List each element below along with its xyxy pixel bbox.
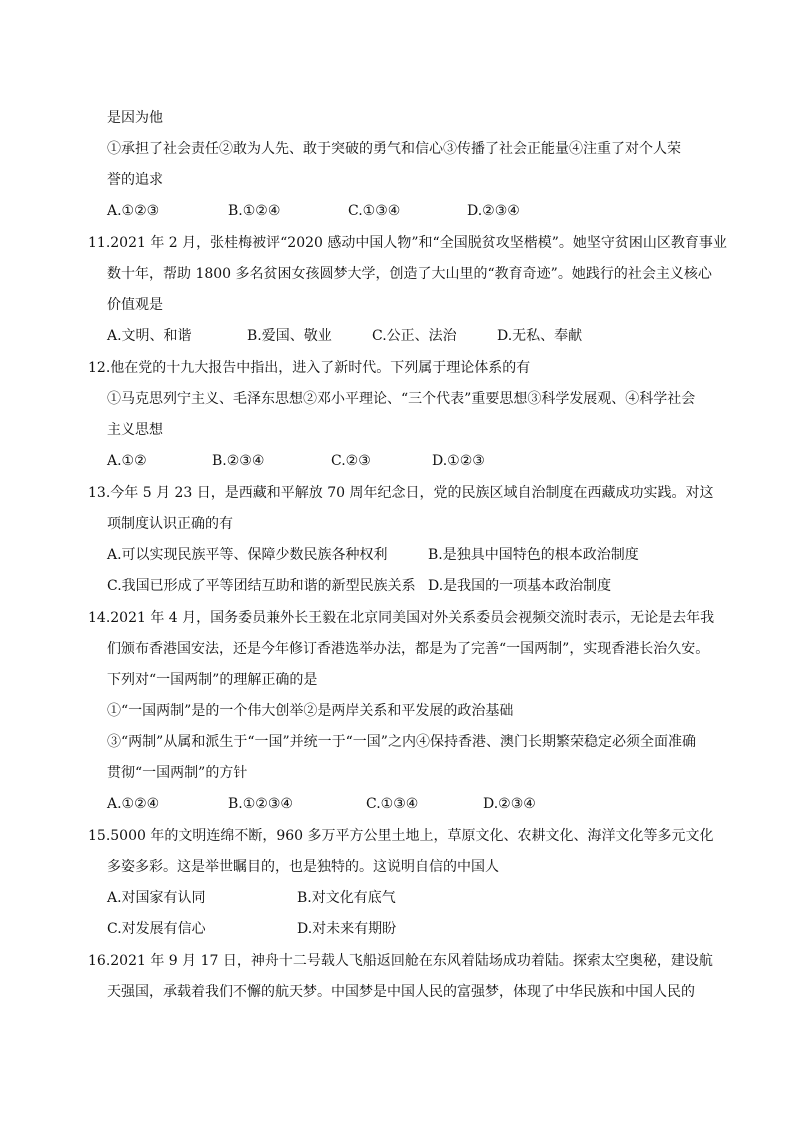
- q15-stem-line-1: 15.5000 年的文明连绵不断，960 多万平方公里土地上，草原文化、农耕文化、海洋文化等多元文化: [88, 828, 714, 844]
- q13-option-a[interactable]: A.可以实现民族平等、保障少数民族各种权利: [107, 547, 388, 563]
- q14-option-c[interactable]: C.①③④: [366, 796, 419, 812]
- q12-statement-line-1: ①马克思列宁主义、毛泽东思想②邓小平理论、“三个代表”重要思想③科学发展观、④科学社会: [107, 391, 696, 407]
- q16-stem-line-1: 16.2021 年 9 月 17 日，神舟十二号载人飞船返回舱在东风着陆场成功着陆。探索太空奥秘，建设航: [88, 953, 713, 969]
- q13-option-c[interactable]: C.我国已形成了平等团结互助和谐的新型民族关系: [107, 578, 416, 594]
- q15-option-a[interactable]: A.对国家有认同: [107, 890, 206, 906]
- q12-option-d[interactable]: D.①②③: [432, 453, 485, 469]
- q12-options: [107, 451, 707, 471]
- q15-stem-line-2: 多姿多彩。这是举世瞩目的，也是独特的。这说明自信的中国人: [107, 859, 499, 875]
- q10-option-d[interactable]: D.②③④: [467, 203, 520, 219]
- q12-option-a[interactable]: A.①②: [107, 453, 147, 469]
- q14-statement-line-3: 贯彻“一国两制”的方针: [107, 765, 248, 781]
- q11-stem-line-2: 数十年，帮助 1800 多名贫困女孩圆梦大学，创造了大山里的“教育奇迹”。她践行的社会主义核心: [107, 266, 712, 282]
- q10-options: [107, 201, 707, 221]
- q14-option-d[interactable]: D.②③④: [483, 796, 536, 812]
- q11-option-b[interactable]: B.爱国、敬业: [247, 328, 332, 344]
- q10-stem-tail: 是因为他: [107, 110, 163, 126]
- q13-option-b[interactable]: B.是独具中国特色的根本政治制度: [428, 547, 639, 563]
- q15-option-c[interactable]: C.对发展有信心: [107, 921, 206, 937]
- q11-options: [107, 326, 707, 346]
- q15-options-row-1: [107, 888, 707, 908]
- q11-option-c[interactable]: C.公正、法治: [372, 328, 457, 344]
- q11-option-d[interactable]: D.无私、奉献: [497, 328, 583, 344]
- q12-option-c[interactable]: C.②③: [331, 453, 371, 469]
- q14-statement-line-2: ③“两制”从属和派生于“一国”并统一于“一国”之内④保持香港、澳门长期繁荣稳定必须全面准确: [107, 734, 696, 750]
- q14-option-b[interactable]: B.①②③④: [228, 796, 293, 812]
- q14-stem-line-2: 们颁布香港国安法，还是今年修订香港选举办法，都是为了完善“一国两制”，实现香港长治久安。: [107, 641, 710, 657]
- q13-option-d[interactable]: D.是我国的一项基本政治制度: [428, 578, 612, 594]
- q10-statement-line-1: ①承担了社会责任②敢为人先、敢于突破的勇气和信心③传播了社会正能量④注重了对个人荣: [107, 141, 681, 157]
- q15-option-d[interactable]: D.对未来有期盼: [297, 921, 397, 937]
- q14-statement-line-1: ①“一国两制”是的一个伟大创举②是两岸关系和平发展的政治基础: [107, 703, 514, 719]
- q12-statement-line-2: 主义思想: [107, 422, 163, 438]
- q13-stem-line-1: 13.今年 5 月 23 日，是西藏和平解放 70 周年纪念日，党的民族区域自治制度在西藏成功实践。对这: [88, 485, 714, 501]
- q15-option-b[interactable]: B.对文化有底气: [297, 890, 396, 906]
- q13-stem-line-2: 项制度认识正确的有: [107, 516, 233, 532]
- q11-stem-line-3: 价值观是: [107, 297, 163, 313]
- q10-option-a[interactable]: A.①②③: [107, 203, 160, 219]
- q13-options-row-2: [107, 576, 707, 596]
- q13-options-row-1: [107, 545, 707, 565]
- q11-option-a[interactable]: A.文明、和谐: [107, 328, 192, 344]
- q16-stem-line-2: 天强国，承载着我们不懈的航天梦。中国梦是中国人民的富强梦，体现了中华民族和中国人民的: [107, 984, 695, 1000]
- q10-option-b[interactable]: B.①②④: [228, 203, 281, 219]
- q10-statement-line-2: 誉的追求: [107, 172, 163, 188]
- q10-option-c[interactable]: C.①③④: [348, 203, 401, 219]
- q11-stem-line-1: 11.2021 年 2 月，张桂梅被评“2020 感动中国人物”和“全国脱贫攻坚楷模”。她坚守贫困山区教育事业: [88, 235, 727, 251]
- q14-option-a[interactable]: A.①②④: [107, 796, 160, 812]
- q15-options-row-2: [107, 919, 707, 939]
- q14-stem-line-3: 下列对“一国两制”的理解正确的是: [107, 672, 318, 688]
- q14-stem-line-1: 14.2021 年 4 月，国务委员兼外长王毅在北京同美国对外关系委员会视频交流时表示，无论是去年我: [88, 610, 715, 626]
- q12-stem-line-1: 12.他在党的十九大报告中指出，进入了新时代。下列属于理论体系的有: [88, 360, 531, 376]
- q12-option-b[interactable]: B.②③④: [212, 453, 265, 469]
- q14-options: [107, 794, 707, 814]
